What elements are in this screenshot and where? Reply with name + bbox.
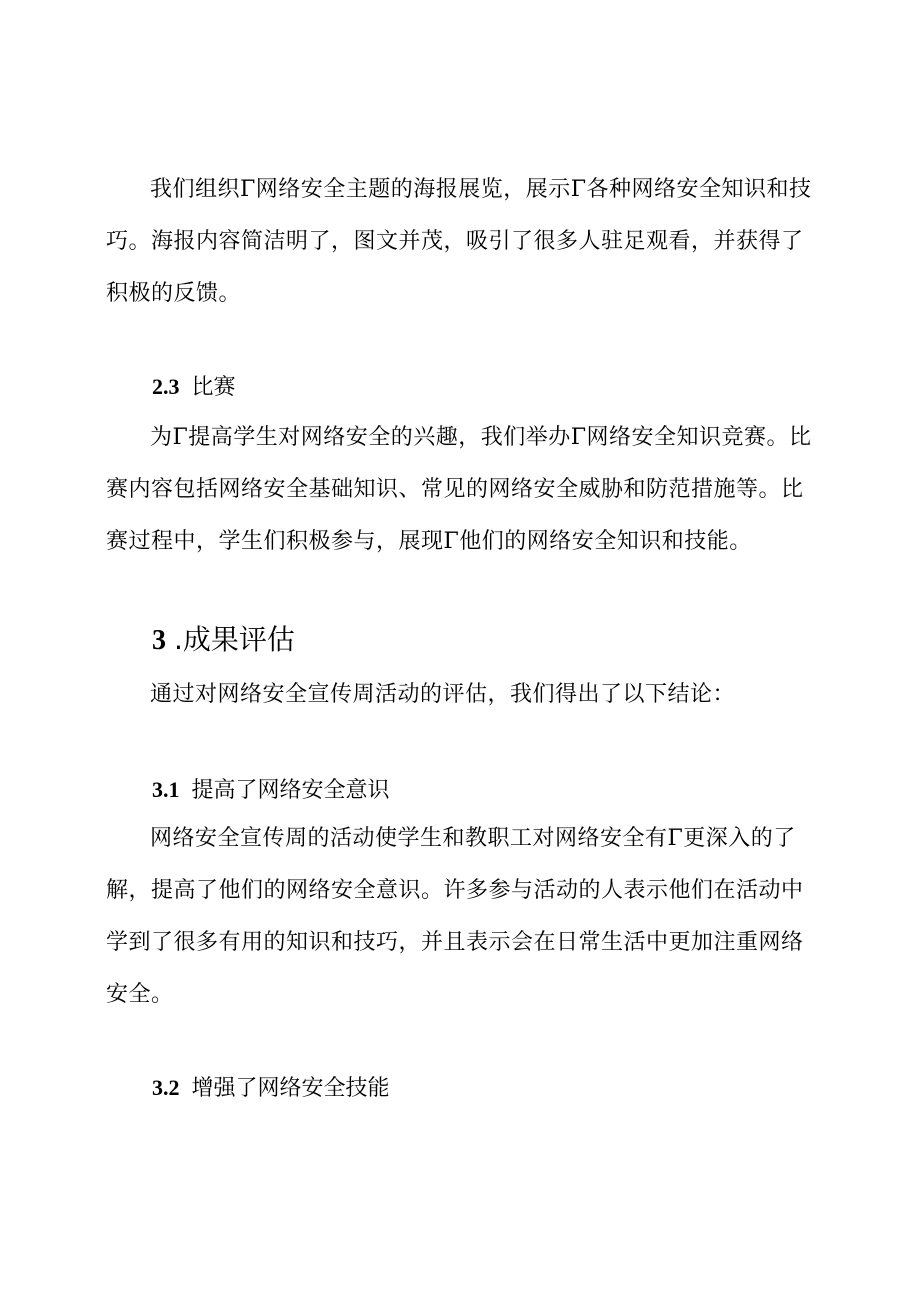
section-title: 比赛 [191, 375, 236, 400]
section-number: 3.1 [152, 777, 180, 802]
section-heading-3-1 [152, 775, 390, 806]
section-number: 3 [152, 625, 166, 656]
evaluation-intro-block [106, 669, 822, 721]
poster-paragraph-block [106, 164, 822, 320]
section-heading-2-3 [152, 372, 236, 403]
awareness-paragraph-block [106, 813, 822, 1021]
section-title: .成果评估 [174, 623, 295, 656]
section-number: 2.3 [152, 374, 180, 399]
contest-paragraph-block [106, 412, 822, 568]
section-heading-3-2 [152, 1073, 390, 1104]
evaluation-intro-paragraph: 通过对网络安全宣传周活动的评估，我们得出了以下结论： [150, 682, 736, 707]
section-number: 3.2 [152, 1075, 180, 1100]
section-title: 提高了网络安全意识 [191, 778, 390, 803]
section-title: 增强了网络安全技能 [191, 1076, 390, 1101]
contest-paragraph: 为Γ提高学生对网络安全的兴趣，我们举办Γ网络安全知识竞赛。比赛内容包括网络安全基础知识、常见的网络安全威胁和防范措施等。比赛过程中，学生们积极参与，展现Γ他们的网络安全知识和技能。 [106, 425, 812, 554]
section-heading-3 [152, 622, 295, 659]
awareness-paragraph: 网络安全宣传周的活动使学生和教职工对网络安全有Γ更深入的了解，提高了他们的网络安全意识。许多参与活动的人表示他们在活动中学到了很多有用的知识和技巧，并且表示会在日常生活中更加注重网络安全。 [106, 826, 804, 1007]
poster-paragraph: 我们组织Γ网络安全主题的海报展览，展示Γ各种网络安全知识和技巧。海报内容简洁明了，图文并茂，吸引了很多人驻足观看，并获得了积极的反馈。 [106, 177, 812, 306]
